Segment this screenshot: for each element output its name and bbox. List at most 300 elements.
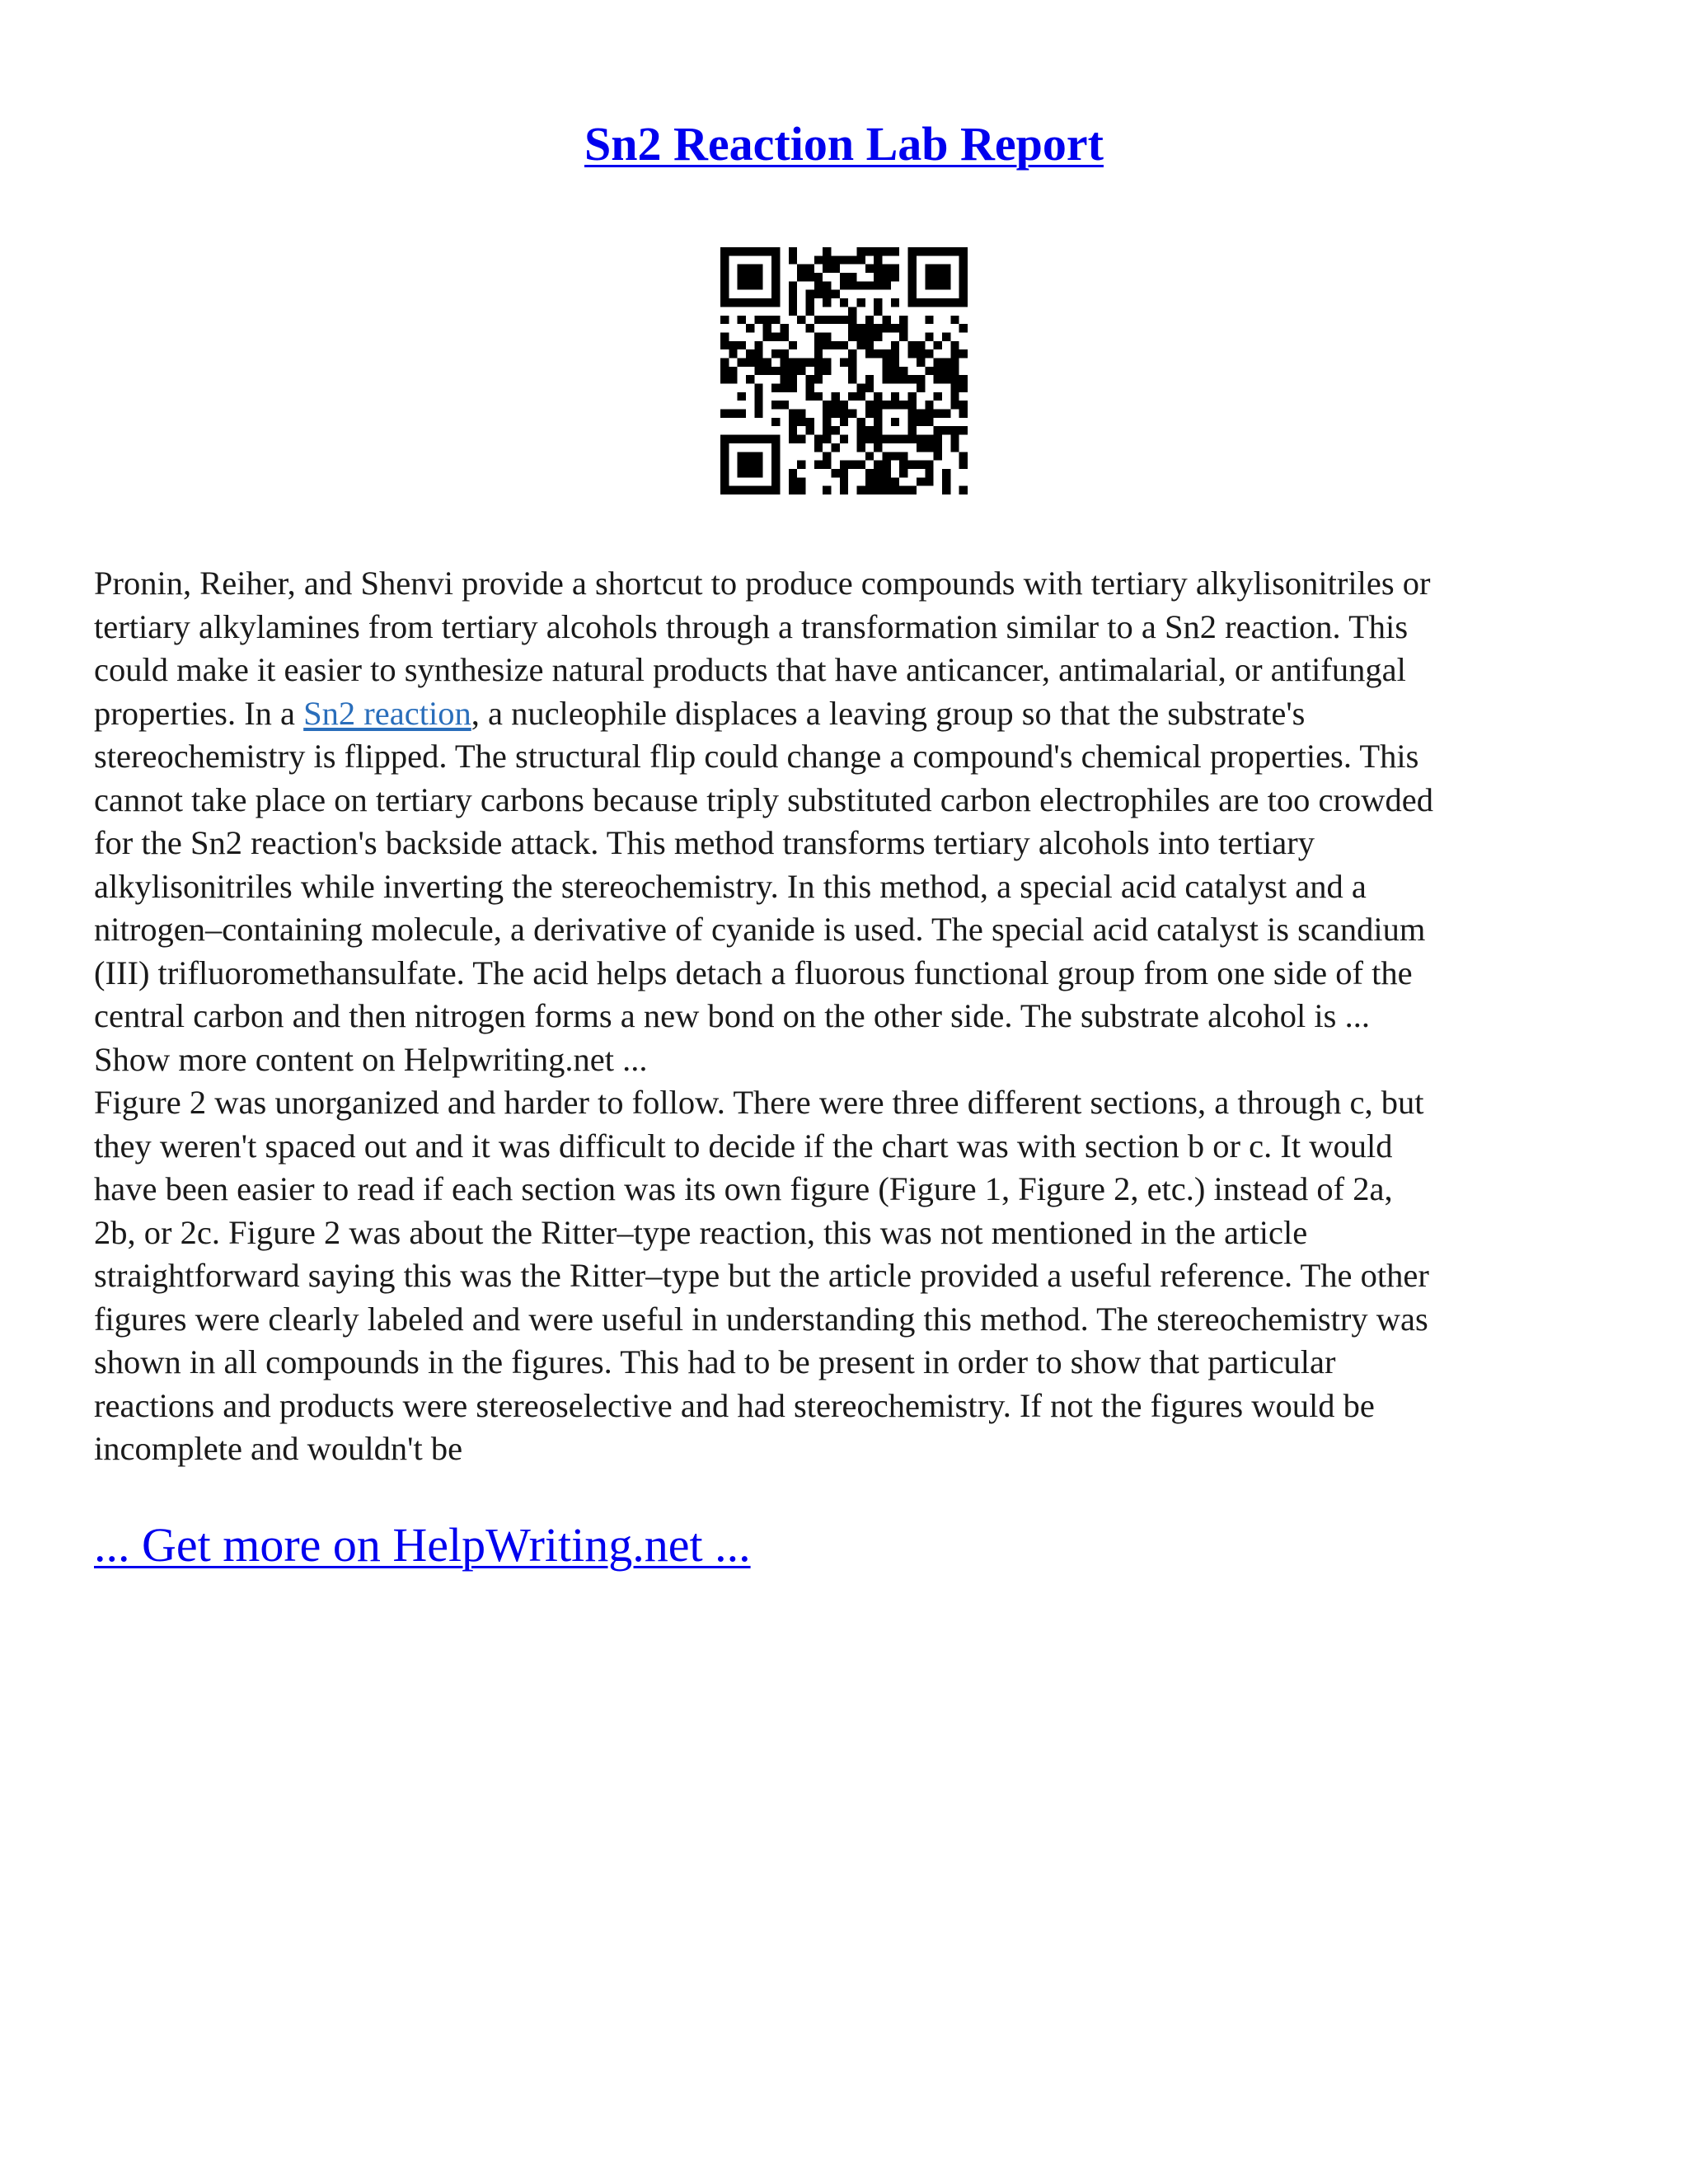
qr-module (959, 290, 968, 298)
qr-module (823, 435, 831, 443)
qr-module (831, 469, 839, 477)
qr-module (789, 298, 797, 307)
qr-module (883, 247, 891, 255)
qr-module (814, 316, 823, 324)
qr-module (754, 384, 762, 392)
qr-module (950, 435, 959, 443)
qr-module (934, 426, 942, 434)
qr-module (917, 435, 925, 443)
qr-module (874, 486, 882, 494)
qr-module (771, 384, 780, 392)
qr-module (883, 281, 891, 289)
qr-module (720, 375, 729, 383)
qr-module (738, 410, 746, 418)
qr-module (754, 392, 762, 401)
qr-module (797, 435, 805, 443)
qr-module (780, 358, 788, 366)
qr-module (925, 367, 933, 375)
qr-module (720, 452, 729, 460)
qr-module (746, 486, 754, 494)
qr-module (891, 452, 899, 460)
qr-module (865, 316, 874, 324)
qr-module (823, 332, 831, 340)
qr-module (754, 410, 762, 418)
qr-module (823, 255, 831, 264)
qr-module (789, 255, 797, 264)
qr-module (789, 290, 797, 298)
qr-module (763, 316, 771, 324)
qr-module (942, 332, 950, 340)
qr-module (891, 265, 899, 273)
page-title (0, 115, 1688, 173)
qr-module (874, 443, 882, 452)
qr-module (942, 426, 950, 434)
qr-module (874, 477, 882, 485)
qr-module (883, 349, 891, 358)
qr-module (891, 418, 899, 426)
qr-module (857, 247, 865, 255)
qr-module (917, 477, 925, 485)
qr-module (942, 410, 950, 418)
qr-module (959, 298, 968, 307)
qr-module (823, 247, 831, 255)
qr-module (959, 349, 968, 358)
qr-module (831, 341, 839, 349)
qr-module (908, 341, 917, 349)
qr-module (720, 477, 729, 485)
qr-module (797, 461, 805, 469)
qr-module (865, 486, 874, 494)
qr-module (831, 316, 839, 324)
qr-module (925, 443, 933, 452)
qr-module (814, 273, 823, 281)
qr-module (771, 349, 780, 358)
qr-module (934, 410, 942, 418)
qr-module (848, 281, 856, 289)
qr-module (831, 410, 839, 418)
qr-module (874, 281, 882, 289)
qr-module (891, 392, 899, 401)
qr-module (925, 410, 933, 418)
qr-module (780, 384, 788, 392)
qr-module (789, 426, 797, 434)
qr-module (925, 469, 933, 477)
paragraph-2 (94, 1081, 1602, 1471)
qr-module (805, 375, 814, 383)
qr-module (814, 375, 823, 383)
qr-module (823, 426, 831, 434)
qr-module (874, 461, 882, 469)
qr-module (720, 332, 729, 340)
qr-module (738, 265, 746, 273)
qr-module (814, 443, 823, 452)
qr-module (874, 435, 882, 443)
qr-module (917, 418, 925, 426)
qr-module (874, 265, 882, 273)
qr-module (883, 435, 891, 443)
qr-module (754, 349, 762, 358)
qr-module (908, 461, 917, 469)
qr-module (746, 469, 754, 477)
qr-module (789, 375, 797, 383)
qr-module (925, 435, 933, 443)
qr-module (738, 452, 746, 460)
qr-module (883, 477, 891, 485)
qr-module (720, 247, 729, 255)
qr-module (720, 316, 729, 324)
qr-module (857, 443, 865, 452)
qr-module (959, 426, 968, 434)
qr-module (874, 255, 882, 264)
qr-module (771, 247, 780, 255)
qr-module (754, 367, 762, 375)
qr-module (925, 247, 933, 255)
text-line: straightforward saying this was the Ritter–type but the article provided a useful reference. The other (94, 1257, 1429, 1294)
qr-module (908, 375, 917, 383)
qr-module (857, 486, 865, 494)
qr-module (865, 341, 874, 349)
qr-module (823, 418, 831, 426)
qr-module (720, 469, 729, 477)
qr-module (754, 469, 762, 477)
qr-module (950, 392, 959, 401)
qr-module (789, 486, 797, 494)
qr-module (950, 375, 959, 383)
qr-module (840, 418, 848, 426)
qr-module (738, 316, 746, 324)
qr-module (720, 298, 729, 307)
qr-module (831, 290, 839, 298)
qr-module (823, 452, 831, 460)
qr-module (814, 290, 823, 298)
qr-module (763, 298, 771, 307)
qr-module (729, 410, 737, 418)
qr-module (814, 341, 823, 349)
qr-module (925, 461, 933, 469)
qr-module (754, 435, 762, 443)
qr-module (917, 443, 925, 452)
qr-module (805, 290, 814, 298)
qr-module (891, 486, 899, 494)
sn2-reaction-link[interactable]: Sn2 reaction (303, 694, 471, 732)
qr-module (917, 298, 925, 307)
qr-module (857, 426, 865, 434)
qr-module (865, 477, 874, 485)
qr-module (874, 418, 882, 426)
qr-module (942, 298, 950, 307)
qr-module (925, 332, 933, 340)
qr-module (950, 358, 959, 366)
qr-module (917, 375, 925, 383)
qr-module (814, 255, 823, 264)
qr-module (763, 435, 771, 443)
qr-module (874, 401, 882, 409)
qr-module (754, 341, 762, 349)
qr-module (754, 281, 762, 289)
qr-module (720, 435, 729, 443)
qr-module (814, 332, 823, 340)
article-body (94, 562, 1602, 1471)
qr-module (883, 324, 891, 332)
qr-module (771, 316, 780, 324)
qr-module (771, 255, 780, 264)
qr-module (805, 273, 814, 281)
qr-module (763, 332, 771, 340)
qr-module (899, 332, 907, 340)
qr-module (934, 392, 942, 401)
qr-module (925, 273, 933, 281)
qr-module (925, 418, 933, 426)
qr-module (720, 341, 729, 349)
qr-module (738, 469, 746, 477)
qr-module (908, 265, 917, 273)
qr-module (823, 265, 831, 273)
text-line-with-link (94, 692, 1602, 736)
qr-module (720, 265, 729, 273)
qr-module (891, 298, 899, 307)
qr-module (720, 281, 729, 289)
qr-module (908, 486, 917, 494)
qr-module (746, 461, 754, 469)
qr-module (857, 298, 865, 307)
qr-module (934, 298, 942, 307)
text-line: could make it easier to synthesize natural products that have anticancer, antimalarial, or antifungal (94, 651, 1406, 688)
qr-module (789, 469, 797, 477)
qr-module (857, 392, 865, 401)
qr-module (857, 341, 865, 349)
qr-module (805, 358, 814, 366)
text-segment: , a nucleophile displaces a leaving group so that the substrate's (471, 694, 1306, 732)
qr-module (797, 316, 805, 324)
qr-module (720, 461, 729, 469)
qr-code-image (720, 247, 968, 494)
qr-module (848, 358, 856, 366)
qr-module (857, 418, 865, 426)
qr-module (874, 332, 882, 340)
qr-module (814, 349, 823, 358)
text-line: they weren't spaced out and it was difficult to decide if the chart was with section b or c. It would (94, 1127, 1393, 1165)
qr-module (780, 349, 788, 358)
qr-module (814, 435, 823, 443)
qr-module (754, 401, 762, 409)
qr-module (848, 392, 856, 401)
qr-module (857, 332, 865, 340)
qr-module (925, 298, 933, 307)
qr-module (720, 358, 729, 366)
qr-module (754, 265, 762, 273)
qr-module (754, 486, 762, 494)
text-line: for the Sn2 reaction's backside attack. This method transforms tertiary alcohols into tertiary (94, 824, 1315, 861)
qr-module (950, 316, 959, 324)
qr-module (720, 367, 729, 375)
qr-module (771, 486, 780, 494)
qr-module (959, 375, 968, 383)
qr-module (891, 273, 899, 281)
qr-module (754, 298, 762, 307)
qr-module (831, 401, 839, 409)
qr-module (823, 358, 831, 366)
qr-module (899, 486, 907, 494)
text-line: 2b, or 2c. Figure 2 was about the Ritter–type reaction, this was not mentioned in the article (94, 1213, 1308, 1251)
qr-module (771, 290, 780, 298)
qr-module (814, 392, 823, 401)
qr-module (805, 307, 814, 315)
qr-module (883, 358, 891, 366)
qr-module (831, 443, 839, 452)
qr-module (917, 247, 925, 255)
qr-module (738, 392, 746, 401)
qr-module (883, 452, 891, 460)
qr-module (942, 265, 950, 273)
qr-module (883, 486, 891, 494)
paragraph-1 (94, 562, 1602, 1081)
qr-module (934, 435, 942, 443)
qr-module (925, 281, 933, 289)
qr-module (865, 469, 874, 477)
qr-module (780, 401, 788, 409)
qr-module (771, 435, 780, 443)
get-more-link[interactable]: ... Get more on HelpWriting.net ... (94, 1518, 751, 1572)
qr-module (797, 410, 805, 418)
qr-module (934, 281, 942, 289)
qr-module (746, 375, 754, 383)
qr-module (754, 461, 762, 469)
qr-module (797, 367, 805, 375)
qr-module (831, 392, 839, 401)
qr-module (840, 341, 848, 349)
qr-module (950, 247, 959, 255)
qr-module (831, 265, 839, 273)
qr-module (950, 426, 959, 434)
qr-module (746, 324, 754, 332)
qr-module (789, 307, 797, 315)
qr-module (925, 401, 933, 409)
title-link[interactable]: Sn2 Reaction Lab Report (584, 117, 1104, 171)
qr-module (848, 410, 856, 418)
qr-module (908, 255, 917, 264)
get-more-link-wrap (94, 1516, 751, 1574)
qr-module (805, 392, 814, 401)
text-line: Figure 2 was unorganized and harder to follow. There were three different sections, a through c, but (94, 1084, 1424, 1121)
qr-module (874, 426, 882, 434)
qr-module (899, 469, 907, 477)
text-line: cannot take place on tertiary carbons because triply substituted carbon electrophiles are too crowded (94, 780, 1433, 818)
qr-module (780, 324, 788, 332)
qr-module (840, 316, 848, 324)
qr-module (883, 367, 891, 375)
qr-module (848, 375, 856, 383)
qr-module (899, 375, 907, 383)
qr-module (805, 426, 814, 434)
qr-module (883, 273, 891, 281)
qr-module (942, 281, 950, 289)
qr-module (865, 247, 874, 255)
qr-module (917, 461, 925, 469)
qr-module (720, 443, 729, 452)
qr-module (840, 298, 848, 307)
qr-module (840, 255, 848, 264)
qr-module (771, 477, 780, 485)
qr-module (720, 273, 729, 281)
text-line: have been easier to read if each section was its own figure (Figure 1, Figure 2, etc.) instead of 2a, (94, 1170, 1393, 1207)
qr-code-svg (720, 247, 968, 494)
qr-module (754, 452, 762, 460)
qr-module (865, 435, 874, 443)
qr-module (789, 418, 797, 426)
qr-module (738, 247, 746, 255)
qr-module (780, 332, 788, 340)
qr-module (771, 332, 780, 340)
qr-module (857, 255, 865, 264)
qr-module (950, 401, 959, 409)
qr-module (797, 358, 805, 366)
text-line: (III) trifluoromethansulfate. The acid helps detach a fluorous functional group from one side of the (94, 954, 1413, 991)
qr-module (823, 281, 831, 289)
qr-module (891, 477, 899, 485)
qr-module (959, 273, 968, 281)
qr-module (891, 435, 899, 443)
qr-module (925, 316, 933, 324)
qr-module (840, 486, 848, 494)
qr-module (848, 316, 856, 324)
qr-module (771, 418, 780, 426)
qr-module (857, 384, 865, 392)
qr-module (738, 341, 746, 349)
qr-module (934, 443, 942, 452)
qr-module (899, 461, 907, 469)
qr-module (763, 358, 771, 366)
qr-module (823, 401, 831, 409)
qr-module (883, 461, 891, 469)
text-line: tertiary alkylamines from tertiary alcohols through a transformation similar to a Sn2 reaction. This (94, 607, 1409, 645)
qr-module (848, 461, 856, 469)
qr-module (908, 273, 917, 281)
qr-module (857, 281, 865, 289)
qr-module (934, 265, 942, 273)
qr-module (917, 358, 925, 366)
qr-module (942, 273, 950, 281)
qr-module (848, 349, 856, 358)
qr-module (883, 316, 891, 324)
qr-module (865, 384, 874, 392)
qr-module (805, 418, 814, 426)
qr-module (934, 367, 942, 375)
qr-module (942, 358, 950, 366)
text-line: figures were clearly labeled and were useful in understanding this method. The stereochemistry was (94, 1300, 1428, 1338)
qr-module (729, 375, 737, 383)
qr-module (857, 435, 865, 443)
qr-module (789, 435, 797, 443)
qr-module (840, 358, 848, 366)
qr-module (942, 367, 950, 375)
qr-module (865, 375, 874, 383)
qr-module (789, 341, 797, 349)
text-line: reactions and products were stereoselective and had stereochemistry. If not the figures would be (94, 1386, 1375, 1424)
qr-module (899, 316, 907, 324)
qr-module (746, 281, 754, 289)
text-line: shown in all compounds in the figures. This had to be present in order to show that particular (94, 1343, 1336, 1380)
qr-module (891, 358, 899, 366)
qr-module (883, 375, 891, 383)
qr-module (950, 349, 959, 358)
qr-module (942, 486, 950, 494)
text-line: incomplete and wouldn't be (94, 1430, 463, 1467)
qr-module (720, 255, 729, 264)
qr-module (746, 358, 754, 366)
qr-module (959, 452, 968, 460)
qr-module (840, 461, 848, 469)
qr-module (746, 247, 754, 255)
